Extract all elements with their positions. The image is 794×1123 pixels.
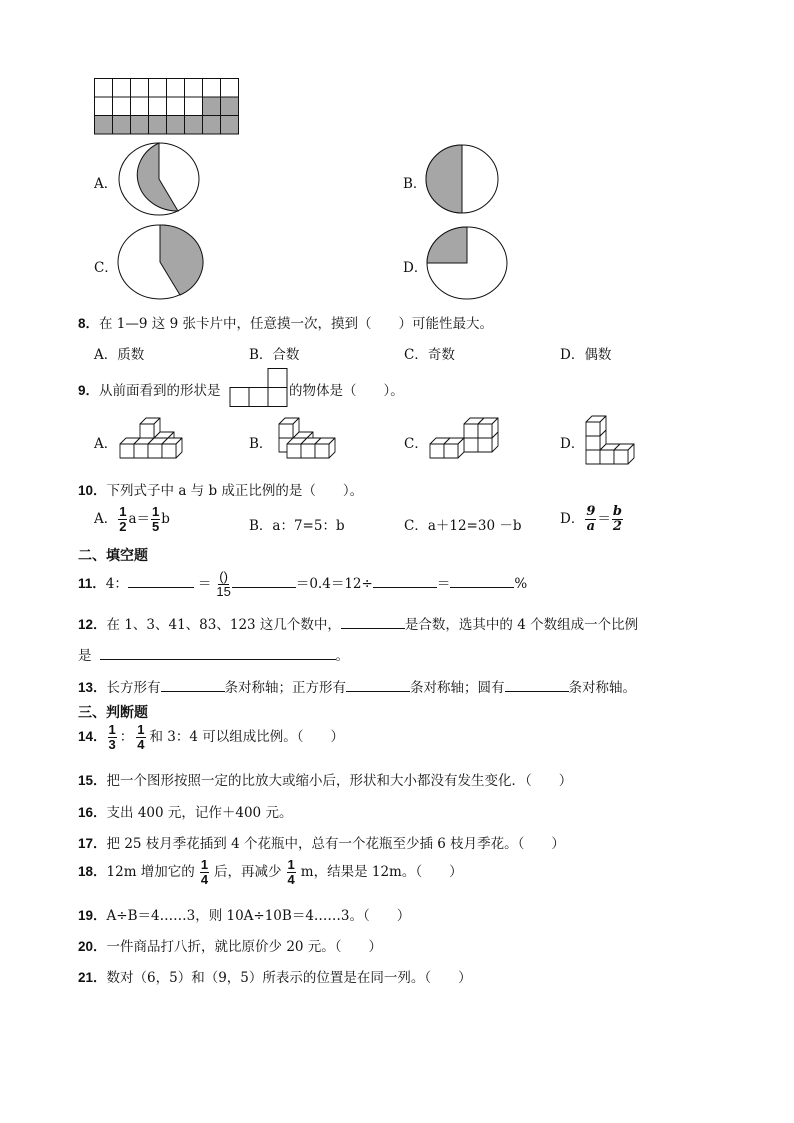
question-text: 一件商品打八折，就比原价少 20 元。（ ） bbox=[106, 939, 383, 955]
question-number: 20． bbox=[78, 939, 107, 954]
question-text: 是 bbox=[78, 648, 92, 664]
question-12-line-2 bbox=[78, 644, 349, 664]
grid-cell-shaded bbox=[221, 116, 239, 135]
question-9 bbox=[78, 379, 221, 399]
question-20 bbox=[78, 935, 382, 955]
pie-option-a[interactable] bbox=[118, 142, 204, 218]
grid-cell bbox=[185, 97, 203, 116]
fraction: $\frac{1}{5}$ bbox=[152, 504, 160, 534]
question-text: 和 3：4 可以组成比例。（ ） bbox=[149, 729, 345, 745]
cube bbox=[315, 438, 335, 458]
question-17 bbox=[78, 832, 565, 852]
equals-sign: ＝ bbox=[197, 576, 212, 592]
answer-blank[interactable] bbox=[450, 574, 514, 588]
question-text: ＝0.4＝12÷ bbox=[295, 576, 373, 592]
cube-figure-b[interactable] bbox=[271, 418, 337, 462]
cube-figure-d[interactable] bbox=[584, 410, 656, 468]
grid-cell-shaded bbox=[131, 116, 149, 135]
question-14 bbox=[78, 723, 344, 752]
question-number: 12． bbox=[78, 617, 107, 632]
fraction: $\frac{9}{a}$ bbox=[586, 504, 596, 534]
answer-blank[interactable] bbox=[128, 574, 194, 588]
q7-option-b-label[interactable]: B． bbox=[403, 176, 427, 192]
question-number: 21． bbox=[78, 970, 107, 985]
question-13 bbox=[78, 676, 636, 696]
option-letter: D． bbox=[560, 511, 585, 527]
q10-option-a[interactable] bbox=[94, 505, 170, 534]
question-text: 条对称轴；圆有 bbox=[410, 680, 505, 696]
question-number: 16． bbox=[78, 805, 107, 820]
question-number: 18． bbox=[78, 864, 107, 879]
grid-cell bbox=[149, 97, 167, 116]
fraction: $\frac{1}{4}$ bbox=[137, 722, 145, 752]
grid-cell bbox=[149, 79, 167, 98]
question-text: 4： bbox=[105, 576, 128, 592]
grid-cell bbox=[131, 97, 149, 116]
option-text: a＝ bbox=[128, 511, 151, 527]
cube bbox=[279, 418, 299, 438]
fraction: $\frac{()}{15}$ bbox=[216, 569, 231, 599]
cube bbox=[586, 416, 606, 436]
question-text: 条对称轴。 bbox=[568, 680, 637, 696]
question-text: m，结果是 12m。（ ） bbox=[300, 864, 463, 880]
cube bbox=[614, 444, 634, 464]
fraction: $\frac{1}{4}$ bbox=[200, 857, 209, 887]
question-11 bbox=[78, 570, 527, 599]
question-19 bbox=[78, 904, 410, 924]
pie-option-b[interactable] bbox=[426, 145, 502, 217]
question-10 bbox=[78, 479, 363, 499]
cube bbox=[162, 438, 182, 458]
question-number: 19． bbox=[78, 908, 107, 923]
q8-option-d[interactable]: D．偶数 bbox=[560, 347, 612, 363]
cube-figure-a[interactable] bbox=[118, 418, 194, 462]
grid-cell-shaded bbox=[167, 116, 185, 135]
section-title-true-false: 三、判断题 bbox=[78, 705, 148, 721]
grid-cell-shaded bbox=[203, 116, 221, 135]
grid-cell bbox=[131, 79, 149, 98]
grid-cell-shaded bbox=[221, 97, 239, 116]
fraction: $\frac{1}{4}$ bbox=[287, 857, 295, 887]
answer-blank[interactable] bbox=[505, 678, 569, 692]
grid-cell bbox=[167, 97, 185, 116]
option-text: b bbox=[161, 511, 170, 527]
question-text: 是合数，选其中的 4 个数组成一个比例 bbox=[404, 617, 639, 633]
question-text: 条对称轴；正方形有 bbox=[224, 680, 347, 696]
pie-option-d[interactable] bbox=[426, 226, 510, 302]
question-text-end: 的物体是（ ）。 bbox=[289, 383, 404, 399]
fraction: $\frac{1}{3}$ bbox=[108, 722, 116, 752]
fraction: $\frac{1}{2}$ bbox=[119, 504, 127, 534]
answer-blank[interactable] bbox=[161, 678, 225, 692]
question-21 bbox=[78, 966, 472, 986]
q9-option-c-label[interactable]: C． bbox=[404, 436, 428, 452]
question-number: 8． bbox=[78, 316, 100, 331]
question-number: 14． bbox=[78, 729, 107, 744]
percent-sign: % bbox=[514, 576, 528, 592]
option-letter: A． bbox=[94, 511, 118, 527]
grid-cell-shaded bbox=[113, 116, 131, 135]
question-16 bbox=[78, 801, 292, 821]
question-text: 把 25 枝月季花插到 4 个花瓶中，总有一个花瓶至少插 6 枝月季花。（ ） bbox=[106, 836, 565, 852]
answer-blank[interactable] bbox=[346, 678, 410, 692]
question-text-start: 从前面看到的形状是 bbox=[99, 383, 221, 399]
answer-blank[interactable] bbox=[100, 646, 336, 660]
question-number: 9． bbox=[78, 383, 100, 398]
question-18 bbox=[78, 858, 463, 887]
grid-cell bbox=[95, 79, 113, 98]
cube-figure-c[interactable] bbox=[428, 410, 498, 462]
q7-option-c-label[interactable]: C． bbox=[94, 260, 118, 276]
pie-option-c[interactable] bbox=[117, 224, 205, 302]
fraction: $\frac{b}{2}$ bbox=[612, 504, 622, 534]
question-number: 11． bbox=[78, 576, 106, 591]
q9-option-a-label[interactable]: A． bbox=[94, 436, 118, 452]
option-text: ＝ bbox=[597, 511, 611, 527]
ratio-colon: ： bbox=[119, 729, 134, 745]
q8-option-a[interactable]: A．质数 bbox=[94, 347, 145, 363]
cube bbox=[140, 418, 160, 438]
equals-sign: ＝ bbox=[436, 576, 451, 592]
question-text: 数对（6，5）和（9，5）所表示的位置是在同一列。（ ） bbox=[106, 970, 472, 986]
question-text: 。 bbox=[335, 648, 349, 664]
q8-option-c[interactable]: C．奇数 bbox=[404, 347, 455, 363]
question-8 bbox=[78, 312, 493, 332]
question-text: 把一个图形按照一定的比放大或缩小后，形状和大小都没有发生变化．（ ） bbox=[106, 773, 573, 789]
question-text: 在 1—9 这 9 张卡片中，任意摸一次，摸到（ ）可能性最大。 bbox=[99, 316, 493, 332]
grid-cell bbox=[221, 79, 239, 98]
q7-option-a-label[interactable]: A． bbox=[94, 176, 118, 192]
grid-cell bbox=[185, 79, 203, 98]
section-title-fill-blank: 二、填空题 bbox=[78, 548, 148, 564]
grid-cell-shaded bbox=[185, 116, 203, 135]
q9-option-d-label[interactable]: D． bbox=[560, 436, 585, 452]
grid-cell bbox=[95, 97, 113, 116]
cube bbox=[444, 438, 464, 458]
question-text: 长方形有 bbox=[106, 680, 161, 696]
answer-blank[interactable] bbox=[373, 574, 437, 588]
question-text: A÷B＝4……3，则 10A÷10B＝4……3。（ ） bbox=[106, 908, 411, 924]
question-number: 10． bbox=[78, 483, 107, 498]
question-12 bbox=[78, 613, 638, 633]
question-text: 12m 增加它的 bbox=[106, 864, 195, 880]
question-text: 后，再减少 bbox=[214, 864, 282, 880]
grid-cell-shaded bbox=[95, 116, 113, 135]
q8-option-b[interactable]: B．合数 bbox=[249, 347, 300, 363]
grid-cell bbox=[167, 79, 185, 98]
grid-cell-shaded bbox=[203, 97, 221, 116]
answer-blank[interactable] bbox=[341, 615, 405, 629]
grid-figure bbox=[94, 78, 240, 136]
question-number: 13． bbox=[78, 680, 107, 695]
q10-option-b[interactable]: B．a：7=5：b bbox=[249, 518, 345, 534]
question-text: 下列式子中 a 与 b 成正比例的是（ ）。 bbox=[106, 483, 364, 499]
grid-cell bbox=[113, 79, 131, 98]
q10-option-d[interactable] bbox=[560, 505, 624, 534]
q9-option-b-label[interactable]: B． bbox=[249, 436, 273, 452]
q10-option-c[interactable]: C．a＋12=30 －b bbox=[404, 518, 522, 534]
q7-option-d-label[interactable]: D． bbox=[403, 260, 428, 276]
question-text: 在 1、3、41、83、123 这几个数中， bbox=[106, 617, 341, 633]
question-number: 15． bbox=[78, 773, 107, 788]
question-number: 17． bbox=[78, 836, 107, 851]
cube bbox=[478, 418, 498, 438]
answer-blank[interactable] bbox=[232, 574, 296, 588]
grid-cell-shaded bbox=[149, 116, 167, 135]
grid-cell bbox=[203, 79, 221, 98]
front-view-shape bbox=[229, 368, 289, 408]
grid-cell bbox=[113, 97, 131, 116]
question-15 bbox=[78, 769, 572, 789]
question-text: 支出 400 元，记作＋400 元。 bbox=[106, 805, 293, 821]
